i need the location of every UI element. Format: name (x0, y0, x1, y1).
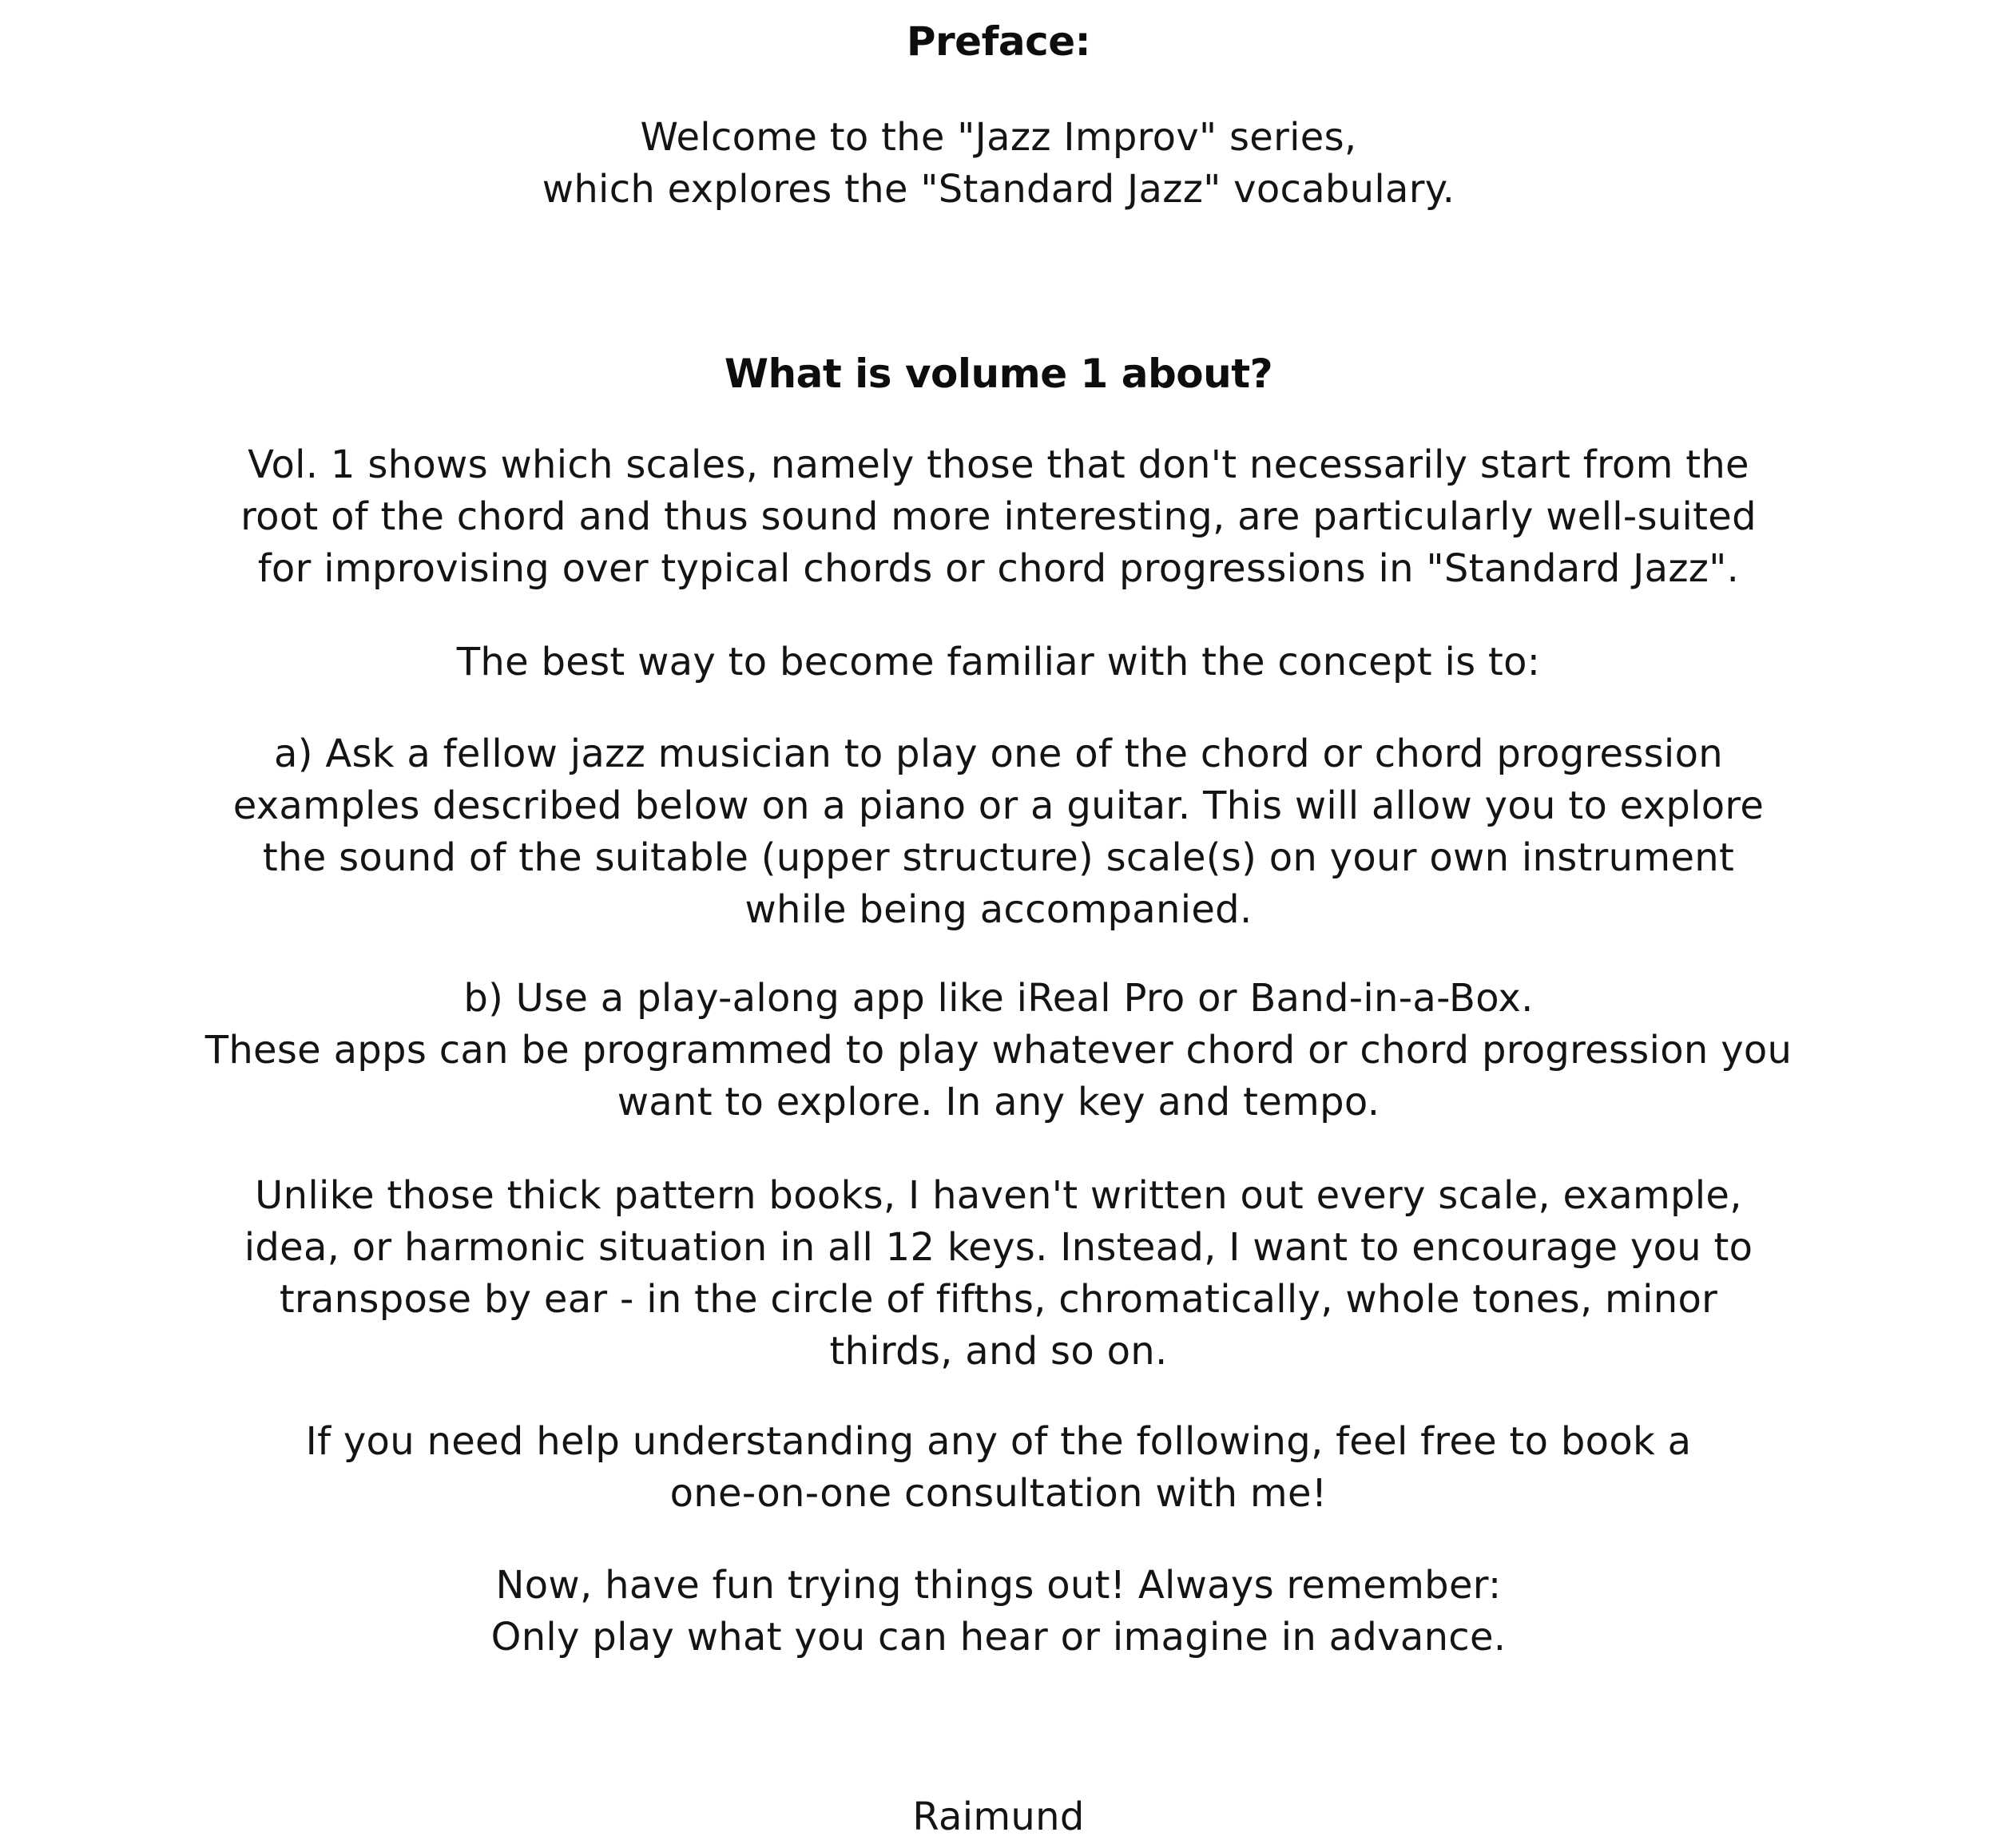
paragraph-option-b: b) Use a play-along app like iReal Pro or Band-in-a-Box. These apps can be programmed to play whatever chord or chord progression you want to explore. In any key and tempo. (204, 976, 1793, 1124)
paragraph-scales-overview: Vol. 1 shows which scales, namely those that don't necessarily start from the root of the chord and thus sound more interesting, are particularly well-suited for improvising over typical chords or chord progressions in "Standard Jazz". (240, 442, 1757, 591)
volume-heading: What is volume 1 about? (724, 351, 1273, 397)
author-signature: Raimund (912, 1794, 1085, 1839)
paragraph-consultation: If you need help understanding any of the following, feel free to book a one-on-one consultation with me! (305, 1419, 1692, 1516)
paragraph-best-way: The best way to become familiar with the concept is to: (456, 640, 1541, 684)
paragraph-transpose: Unlike those thick pattern books, I haven't written out every scale, example, idea, or harmonic situation in all 12 keys. Instead, I want to encourage you to transpose by ear - in the circle of fifths, chromatically, whole tones, minor thirds, and so on. (244, 1173, 1753, 1374)
preface-intro: Welcome to the "Jazz Improv" series, which explores the "Standard Jazz" vocabulary. (542, 115, 1455, 212)
preface-heading: Preface: (906, 18, 1091, 65)
paragraph-closing: Now, have fun trying things out! Always remember: Only play what you can hear or imagine in advance. (490, 1563, 1507, 1660)
paragraph-option-a: a) Ask a fellow jazz musician to play one of the chord or chord progression examples described below on a piano or a guitar. This will allow you to explore the sound of the suitable (upper structure) scale(s) on your own instrument while being accompanied. (232, 732, 1765, 932)
